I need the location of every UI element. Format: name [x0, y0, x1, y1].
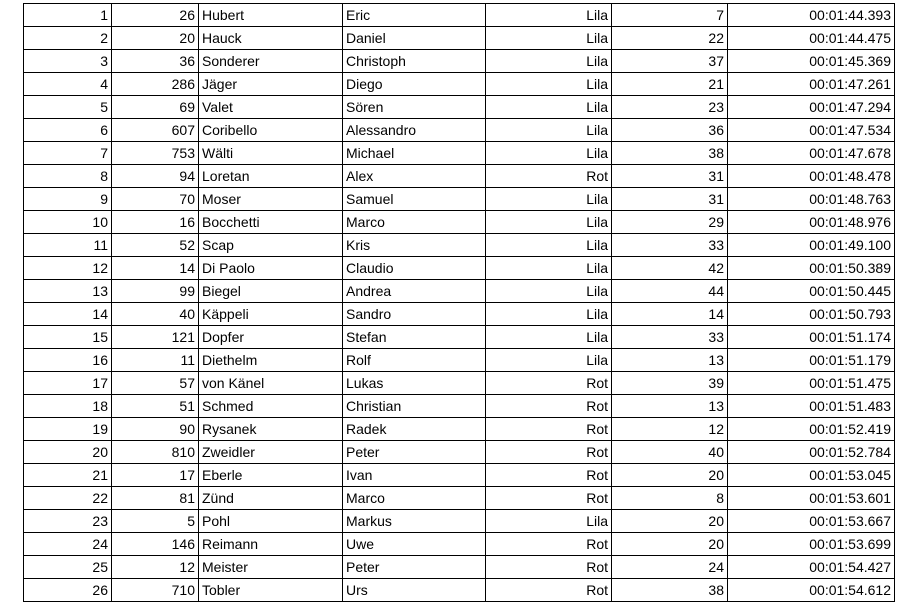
last-name-cell: Zweidler [199, 441, 343, 464]
start-number-cell: 16 [112, 211, 199, 234]
last-name-cell: Scap [199, 234, 343, 257]
rank-cell: 7 [24, 142, 112, 165]
table-row [24, 441, 895, 464]
group-cell: Lila [486, 96, 612, 119]
table-row [24, 4, 895, 27]
start-number-cell: 52 [112, 234, 199, 257]
rank-cell: 12 [24, 257, 112, 280]
start-number-cell: 710 [112, 579, 199, 602]
table-row [24, 395, 895, 418]
first-name-cell: Samuel [343, 188, 486, 211]
start-number-cell: 99 [112, 280, 199, 303]
table-row [24, 142, 895, 165]
table-row [24, 556, 895, 579]
last-name-cell: Dopfer [199, 326, 343, 349]
rank-cell: 20 [24, 441, 112, 464]
start-number-cell: 69 [112, 96, 199, 119]
rank-cell: 15 [24, 326, 112, 349]
results-table [23, 3, 895, 602]
rank-cell: 9 [24, 188, 112, 211]
laps-cell: 38 [612, 142, 728, 165]
laps-cell: 36 [612, 119, 728, 142]
start-number-cell: 286 [112, 73, 199, 96]
table-row [24, 165, 895, 188]
time-cell: 00:01:51.483 [728, 395, 895, 418]
last-name-cell: Schmed [199, 395, 343, 418]
time-cell: 00:01:44.393 [728, 4, 895, 27]
group-cell: Lila [486, 349, 612, 372]
time-cell: 00:01:47.678 [728, 142, 895, 165]
time-cell: 00:01:51.475 [728, 372, 895, 395]
group-cell: Lila [486, 211, 612, 234]
rank-cell: 25 [24, 556, 112, 579]
start-number-cell: 81 [112, 487, 199, 510]
time-cell: 00:01:53.045 [728, 464, 895, 487]
time-cell: 00:01:49.100 [728, 234, 895, 257]
laps-cell: 33 [612, 326, 728, 349]
table-row [24, 27, 895, 50]
rank-cell: 3 [24, 50, 112, 73]
time-cell: 00:01:48.976 [728, 211, 895, 234]
start-number-cell: 753 [112, 142, 199, 165]
first-name-cell: Lukas [343, 372, 486, 395]
laps-cell: 13 [612, 349, 728, 372]
group-cell: Rot [486, 418, 612, 441]
table-row [24, 257, 895, 280]
table-row [24, 464, 895, 487]
time-cell: 00:01:48.763 [728, 188, 895, 211]
laps-cell: 38 [612, 579, 728, 602]
last-name-cell: Moser [199, 188, 343, 211]
rank-cell: 5 [24, 96, 112, 119]
laps-cell: 21 [612, 73, 728, 96]
rank-cell: 11 [24, 234, 112, 257]
start-number-cell: 70 [112, 188, 199, 211]
laps-cell: 22 [612, 27, 728, 50]
first-name-cell: Alex [343, 165, 486, 188]
laps-cell: 33 [612, 234, 728, 257]
rank-cell: 10 [24, 211, 112, 234]
first-name-cell: Christoph [343, 50, 486, 73]
rank-cell: 14 [24, 303, 112, 326]
start-number-cell: 17 [112, 464, 199, 487]
group-cell: Lila [486, 303, 612, 326]
results-table-body [24, 4, 895, 602]
rank-cell: 8 [24, 165, 112, 188]
rank-cell: 6 [24, 119, 112, 142]
last-name-cell: Pohl [199, 510, 343, 533]
start-number-cell: 607 [112, 119, 199, 142]
rank-cell: 13 [24, 280, 112, 303]
group-cell: Lila [486, 119, 612, 142]
time-cell: 00:01:50.389 [728, 257, 895, 280]
laps-cell: 13 [612, 395, 728, 418]
first-name-cell: Peter [343, 556, 486, 579]
group-cell: Rot [486, 579, 612, 602]
start-number-cell: 90 [112, 418, 199, 441]
start-number-cell: 26 [112, 4, 199, 27]
time-cell: 00:01:47.261 [728, 73, 895, 96]
time-cell: 00:01:51.174 [728, 326, 895, 349]
last-name-cell: Tobler [199, 579, 343, 602]
group-cell: Rot [486, 556, 612, 579]
first-name-cell: Michael [343, 142, 486, 165]
last-name-cell: Valet [199, 96, 343, 119]
table-row [24, 280, 895, 303]
group-cell: Lila [486, 257, 612, 280]
laps-cell: 24 [612, 556, 728, 579]
laps-cell: 44 [612, 280, 728, 303]
first-name-cell: Uwe [343, 533, 486, 556]
first-name-cell: Rolf [343, 349, 486, 372]
last-name-cell: Hauck [199, 27, 343, 50]
laps-cell: 29 [612, 211, 728, 234]
rank-cell: 17 [24, 372, 112, 395]
start-number-cell: 12 [112, 556, 199, 579]
first-name-cell: Diego [343, 73, 486, 96]
rank-cell: 4 [24, 73, 112, 96]
first-name-cell: Sandro [343, 303, 486, 326]
laps-cell: 39 [612, 372, 728, 395]
first-name-cell: Daniel [343, 27, 486, 50]
rank-cell: 21 [24, 464, 112, 487]
last-name-cell: Reimann [199, 533, 343, 556]
table-row [24, 372, 895, 395]
rank-cell: 23 [24, 510, 112, 533]
first-name-cell: Eric [343, 4, 486, 27]
group-cell: Rot [486, 395, 612, 418]
start-number-cell: 51 [112, 395, 199, 418]
table-row [24, 188, 895, 211]
rank-cell: 24 [24, 533, 112, 556]
group-cell: Rot [486, 487, 612, 510]
last-name-cell: von Känel [199, 372, 343, 395]
last-name-cell: Di Paolo [199, 257, 343, 280]
laps-cell: 14 [612, 303, 728, 326]
time-cell: 00:01:47.534 [728, 119, 895, 142]
laps-cell: 20 [612, 464, 728, 487]
start-number-cell: 121 [112, 326, 199, 349]
laps-cell: 20 [612, 533, 728, 556]
last-name-cell: Loretan [199, 165, 343, 188]
last-name-cell: Coribello [199, 119, 343, 142]
table-row [24, 533, 895, 556]
laps-cell: 7 [612, 4, 728, 27]
first-name-cell: Urs [343, 579, 486, 602]
group-cell: Rot [486, 441, 612, 464]
start-number-cell: 36 [112, 50, 199, 73]
table-row [24, 349, 895, 372]
start-number-cell: 57 [112, 372, 199, 395]
laps-cell: 37 [612, 50, 728, 73]
start-number-cell: 94 [112, 165, 199, 188]
start-number-cell: 14 [112, 257, 199, 280]
first-name-cell: Marco [343, 487, 486, 510]
group-cell: Rot [486, 372, 612, 395]
first-name-cell: Sören [343, 96, 486, 119]
laps-cell: 12 [612, 418, 728, 441]
last-name-cell: Hubert [199, 4, 343, 27]
group-cell: Rot [486, 533, 612, 556]
last-name-cell: Meister [199, 556, 343, 579]
first-name-cell: Peter [343, 441, 486, 464]
last-name-cell: Zünd [199, 487, 343, 510]
group-cell: Lila [486, 50, 612, 73]
laps-cell: 42 [612, 257, 728, 280]
table-row [24, 73, 895, 96]
group-cell: Lila [486, 510, 612, 533]
table-row [24, 119, 895, 142]
first-name-cell: Ivan [343, 464, 486, 487]
group-cell: Rot [486, 165, 612, 188]
table-row [24, 96, 895, 119]
laps-cell: 8 [612, 487, 728, 510]
last-name-cell: Eberle [199, 464, 343, 487]
time-cell: 00:01:45.369 [728, 50, 895, 73]
group-cell: Lila [486, 188, 612, 211]
last-name-cell: Käppeli [199, 303, 343, 326]
last-name-cell: Sonderer [199, 50, 343, 73]
rank-cell: 18 [24, 395, 112, 418]
time-cell: 00:01:44.475 [728, 27, 895, 50]
group-cell: Lila [486, 4, 612, 27]
rank-cell: 22 [24, 487, 112, 510]
laps-cell: 31 [612, 188, 728, 211]
group-cell: Lila [486, 326, 612, 349]
group-cell: Lila [486, 234, 612, 257]
time-cell: 00:01:53.667 [728, 510, 895, 533]
rank-cell: 16 [24, 349, 112, 372]
table-row [24, 234, 895, 257]
time-cell: 00:01:52.419 [728, 418, 895, 441]
table-row [24, 418, 895, 441]
group-cell: Rot [486, 464, 612, 487]
start-number-cell: 40 [112, 303, 199, 326]
first-name-cell: Radek [343, 418, 486, 441]
first-name-cell: Marco [343, 211, 486, 234]
rank-cell: 2 [24, 27, 112, 50]
first-name-cell: Alessandro [343, 119, 486, 142]
time-cell: 00:01:51.179 [728, 349, 895, 372]
rank-cell: 19 [24, 418, 112, 441]
start-number-cell: 11 [112, 349, 199, 372]
laps-cell: 20 [612, 510, 728, 533]
time-cell: 00:01:53.699 [728, 533, 895, 556]
laps-cell: 31 [612, 165, 728, 188]
table-row [24, 487, 895, 510]
last-name-cell: Bocchetti [199, 211, 343, 234]
table-row [24, 510, 895, 533]
last-name-cell: Jäger [199, 73, 343, 96]
time-cell: 00:01:50.445 [728, 280, 895, 303]
laps-cell: 23 [612, 96, 728, 119]
table-row [24, 50, 895, 73]
table-row [24, 579, 895, 602]
first-name-cell: Christian [343, 395, 486, 418]
time-cell: 00:01:52.784 [728, 441, 895, 464]
last-name-cell: Diethelm [199, 349, 343, 372]
group-cell: Lila [486, 142, 612, 165]
first-name-cell: Markus [343, 510, 486, 533]
start-number-cell: 810 [112, 441, 199, 464]
start-number-cell: 5 [112, 510, 199, 533]
rank-cell: 26 [24, 579, 112, 602]
time-cell: 00:01:50.793 [728, 303, 895, 326]
table-row [24, 303, 895, 326]
first-name-cell: Stefan [343, 326, 486, 349]
last-name-cell: Wälti [199, 142, 343, 165]
time-cell: 00:01:53.601 [728, 487, 895, 510]
first-name-cell: Claudio [343, 257, 486, 280]
group-cell: Lila [486, 280, 612, 303]
last-name-cell: Rysanek [199, 418, 343, 441]
first-name-cell: Andrea [343, 280, 486, 303]
start-number-cell: 146 [112, 533, 199, 556]
time-cell: 00:01:48.478 [728, 165, 895, 188]
rank-cell: 1 [24, 4, 112, 27]
table-row [24, 211, 895, 234]
last-name-cell: Biegel [199, 280, 343, 303]
start-number-cell: 20 [112, 27, 199, 50]
time-cell: 00:01:47.294 [728, 96, 895, 119]
first-name-cell: Kris [343, 234, 486, 257]
group-cell: Lila [486, 73, 612, 96]
table-row [24, 326, 895, 349]
time-cell: 00:01:54.427 [728, 556, 895, 579]
time-cell: 00:01:54.612 [728, 579, 895, 602]
group-cell: Lila [486, 27, 612, 50]
laps-cell: 40 [612, 441, 728, 464]
